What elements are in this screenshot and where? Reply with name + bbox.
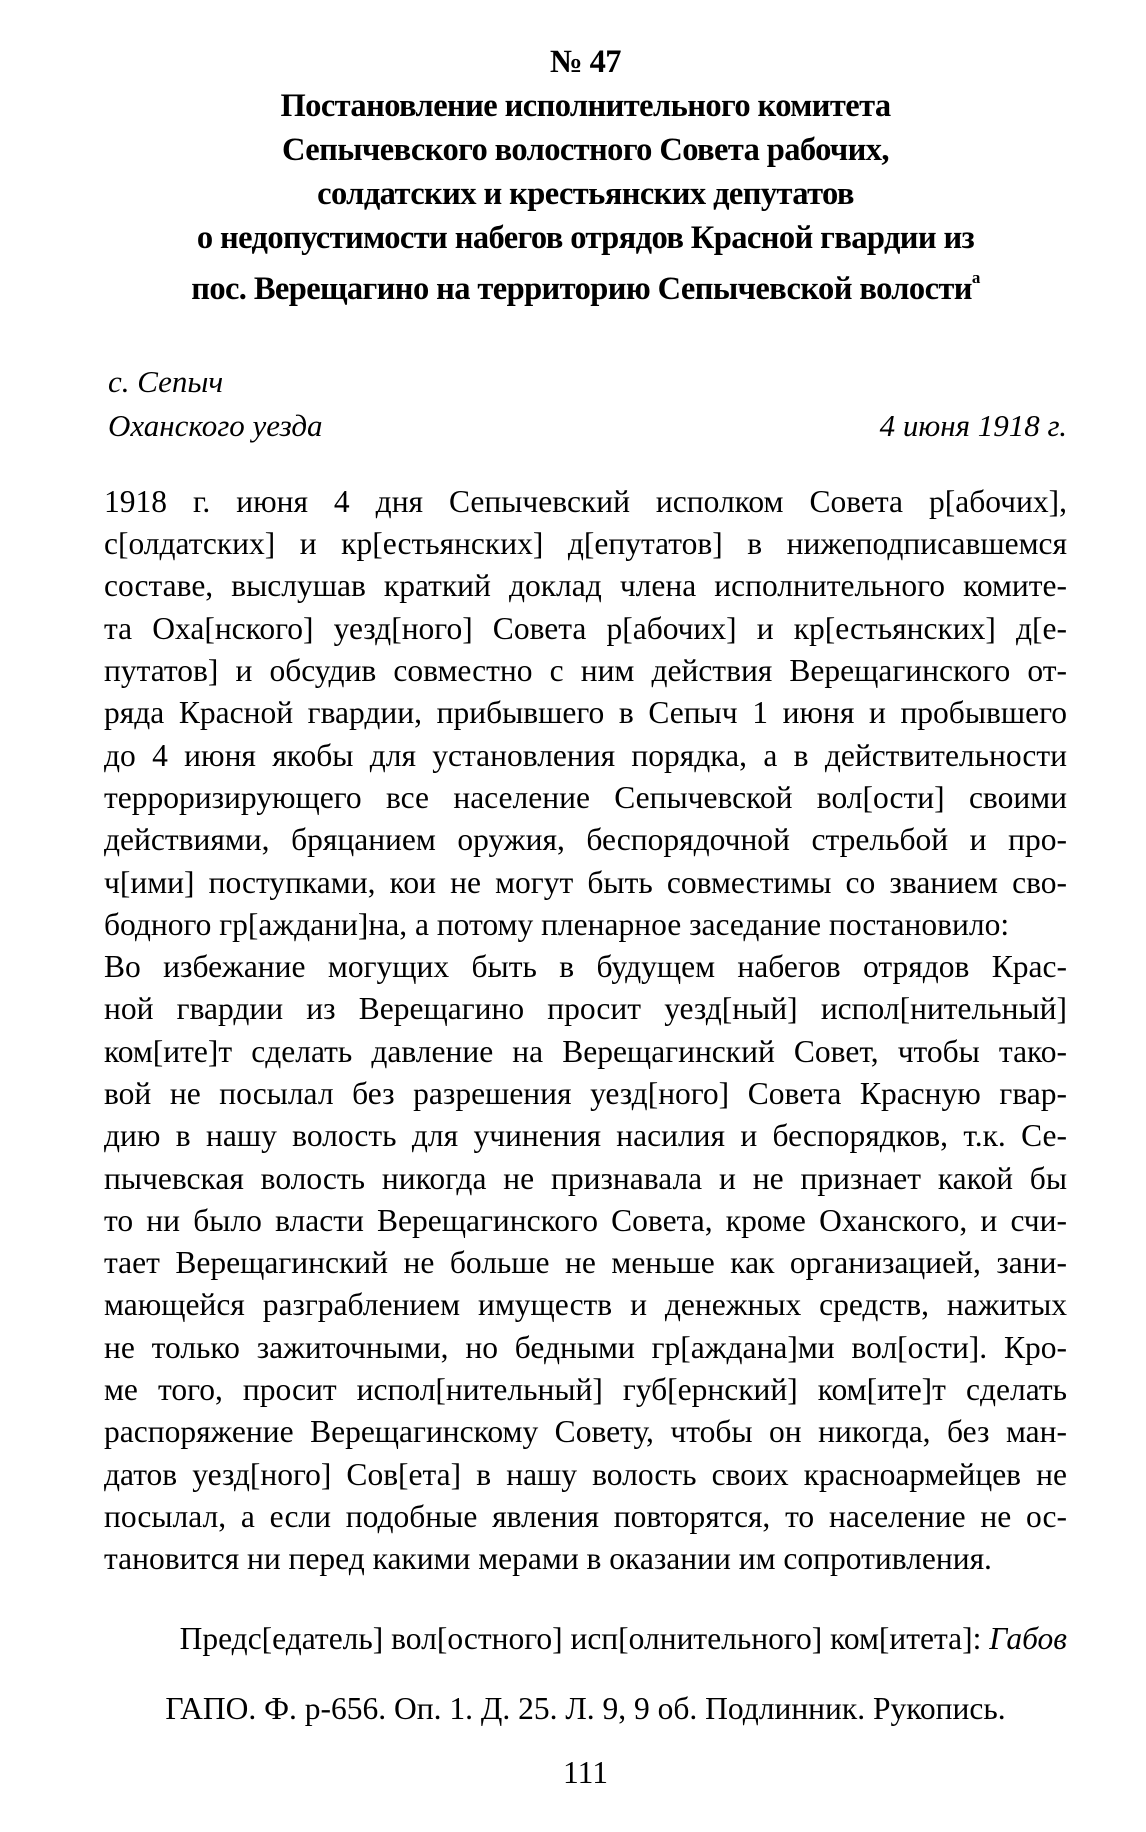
place-village: с. Сепыч bbox=[108, 363, 224, 399]
title-line: солдатских и крестьянских депутатов bbox=[317, 176, 854, 212]
body-line: то ни было власти Верещагинского Совета, кроме Оханского, и счи- bbox=[104, 1202, 1067, 1238]
body-line: мающейся разграблением имуществ и денежных средств, нажитых bbox=[104, 1287, 1067, 1323]
body-line: ряда Красной гвардии, прибывшего в Сепыч 1 июня и пробывшего bbox=[104, 695, 1067, 731]
body-line: 1918 г. июня 4 дня Сепычевский исполком Совета р[абочих], bbox=[104, 483, 1067, 519]
footnote-mark: а bbox=[971, 268, 980, 287]
place-county: Оханского уезда bbox=[108, 407, 323, 443]
title-line-text: пос. Верещагино на территорию Сепычевской волости bbox=[191, 270, 972, 307]
body-line: пычевская волость никогда не признавала и не признает какой бы bbox=[104, 1160, 1067, 1196]
body-line: с[олдатских] и кр[естьянских] д[епутатов] в нижеподписавшемся bbox=[104, 526, 1067, 562]
document-body bbox=[104, 481, 1067, 1581]
body-line: датов уезд[ного] Сов[ета] в нашу волость своих красноармейцев не bbox=[104, 1456, 1067, 1492]
body-line: ч[ими] поступками, кои не могут быть совместимы со званием сво- bbox=[104, 864, 1067, 900]
title-line: Постановление исполнительного комитета bbox=[280, 88, 891, 124]
document-page bbox=[104, 40, 1067, 1795]
body-line: ме того, просит испол[нительный] губ[ернский] ком[ите]т сделать bbox=[104, 1372, 1067, 1408]
document-heading bbox=[104, 40, 1067, 311]
body-line: тановится ни перед какими мерами в оказании им сопротивления. bbox=[104, 1541, 992, 1577]
signature bbox=[104, 1617, 1067, 1661]
body-line: Во избежание могущих быть в будущем набегов отрядов Крас- bbox=[104, 949, 1067, 985]
body-line: ком[ите]т сделать давление на Верещагинский Совет, чтобы тако- bbox=[104, 1033, 1067, 1069]
page-number: 111 bbox=[563, 1754, 608, 1790]
body-line: распоряжение Верещагинскому Совету, чтобы он никогда, без ман- bbox=[104, 1414, 1067, 1450]
title-line-last bbox=[104, 260, 1067, 311]
archive-source: ГАПО. Ф. р-656. Оп. 1. Д. 25. Л. 9, 9 об. Подлинник. Рукопись. bbox=[165, 1690, 1006, 1726]
body-line: до 4 июня якобы для установления порядка, а в действительности bbox=[104, 737, 1067, 773]
document-number: № 47 bbox=[550, 44, 621, 80]
body-line: посылал, а если подобные явления повторятся, то население не ос- bbox=[104, 1498, 1067, 1534]
body-line: дию в нашу волость для учинения насилия и беспорядков, т.к. Се- bbox=[104, 1118, 1067, 1154]
title-line: о недопустимости набегов отрядов Красной гвардии из bbox=[196, 220, 975, 256]
body-line: не только зажиточными, но бедными гр[аждана]ми вол[ости]. Кро- bbox=[104, 1329, 1067, 1365]
body-line: тает Верещагинский не больше не меньше как организацией, зани- bbox=[104, 1245, 1067, 1281]
body-line: действиями, бряцанием оружия, беспорядочной стрельбой и про- bbox=[104, 822, 1067, 858]
body-line: вой не посылал без разрешения уезд[ного] Совета Красную гвар- bbox=[104, 1075, 1067, 1111]
place-and-date bbox=[104, 360, 1067, 448]
place-row bbox=[108, 404, 1067, 448]
body-line: та Оха[нского] уезд[ного] Совета р[абочих] и кр[естьянских] д[е- bbox=[104, 610, 1067, 646]
document-date: 4 июня 1918 г. bbox=[879, 407, 1067, 443]
signature-name: Габов bbox=[989, 1620, 1067, 1656]
body-line: терроризирующего все население Сепычевской вол[ости] своими bbox=[104, 779, 1067, 815]
body-line: путатов] и обсудив совместно с ним действия Верещагинского от- bbox=[104, 653, 1067, 689]
body-line: бодного гр[аждани]на, а потому пленарное заседание постановило: bbox=[104, 906, 1010, 942]
signature-label: Предс[едатель] вол[остного] исп[олнительного] ком[итета]: bbox=[179, 1620, 990, 1656]
title-line: Сепычевского волостного Совета рабочих, bbox=[282, 132, 889, 168]
body-line: составе, выслушав краткий доклад члена исполнительного комите- bbox=[104, 568, 1067, 604]
body-line: ной гвардии из Верещагино просит уезд[ный] испол[нительный] bbox=[104, 991, 1067, 1027]
